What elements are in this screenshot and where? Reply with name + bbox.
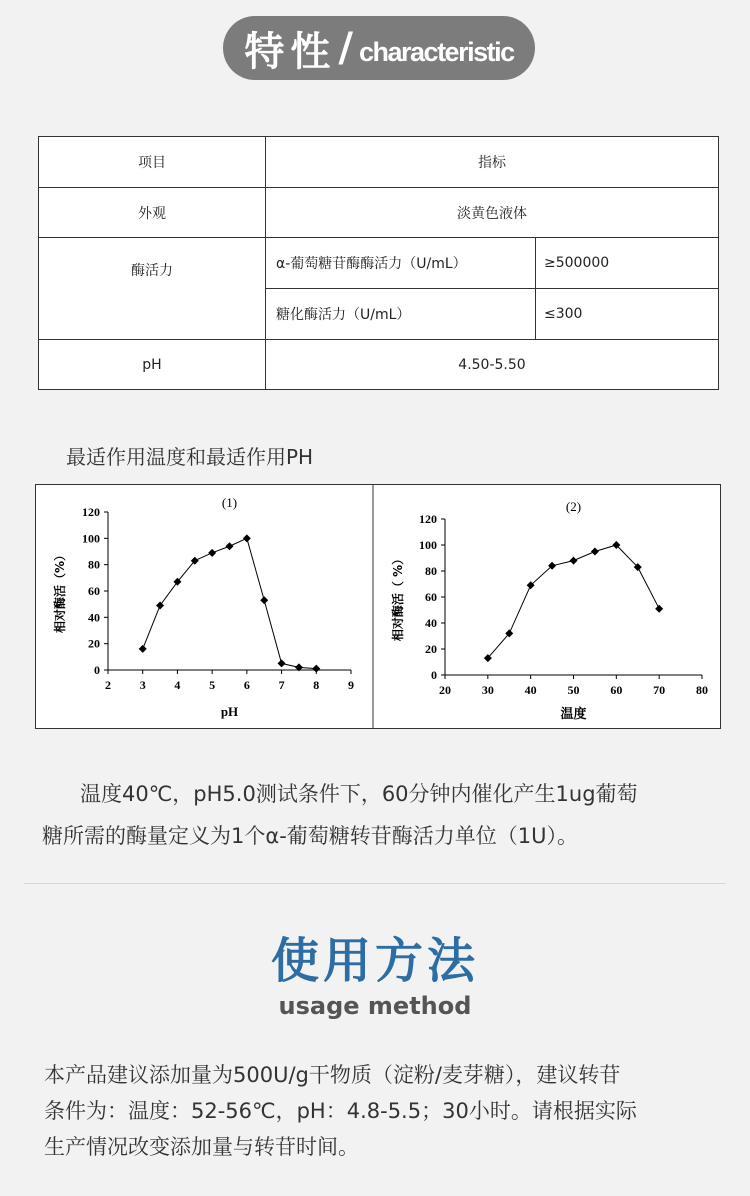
table-row-header xyxy=(39,137,719,188)
chart1-point-0 xyxy=(139,645,147,653)
chart1-point-7 xyxy=(260,596,268,604)
usage-paragraph xyxy=(44,1057,716,1165)
chart2-x-tick-label-6: 80 xyxy=(696,683,708,697)
chart1-x-tick-label-7: 9 xyxy=(348,678,354,692)
usage-line-3: 生产情况改变添加量与转苷时间。 xyxy=(44,1135,359,1159)
chart1-point-4 xyxy=(208,549,216,557)
chart2-point-4 xyxy=(570,557,578,565)
chart2-y-tick-label-4: 80 xyxy=(425,564,437,578)
chart1-point-6 xyxy=(243,534,251,542)
chart2-x-tick-label-4: 60 xyxy=(610,683,623,697)
appearance-label: 外观 xyxy=(39,188,266,238)
chart1-x-tick-label-5: 7 xyxy=(278,678,285,692)
chart2-x-tick-label-3: 50 xyxy=(567,683,580,697)
usage-line-1: 本产品建议添加量为500U/g干物质（淀粉/麦芽糖），建议转苷 xyxy=(44,1063,621,1087)
chart2-x-tick-label-1: 30 xyxy=(481,683,494,697)
definition-paragraph xyxy=(42,773,712,857)
chart2-point-5 xyxy=(591,548,599,556)
table-header-item: 项目 xyxy=(39,137,266,188)
header-title-zh: 特性 xyxy=(244,28,337,75)
chart1-point-1 xyxy=(156,601,164,609)
chart2-panel-label: (2) xyxy=(565,499,582,514)
chart1-y-tick-label-3: 60 xyxy=(88,584,100,598)
ph-value: 4.50-5.50 xyxy=(266,340,719,390)
chart1-x-tick-label-6: 8 xyxy=(313,678,320,692)
usage-title-zh: 使用方法 xyxy=(270,933,479,989)
appearance-value: 淡黄色液体 xyxy=(266,188,719,238)
usage-line-2: 条件为：温度：52-56℃，pH：4.8-5.5；30小时。请根据实际 xyxy=(44,1099,637,1123)
activity2-name: 糖化酶活力（U/mL） xyxy=(266,289,536,340)
chart1-x-axis-label: pH xyxy=(220,704,239,719)
chart2-y-tick-label-3: 60 xyxy=(425,590,437,604)
chart2-x-tick-label-5: 70 xyxy=(653,683,666,697)
characteristic-header-text xyxy=(223,16,535,80)
chart1-x-tick-label-0: 2 xyxy=(105,678,111,692)
chart1-y-tick-label-6: 120 xyxy=(82,505,100,519)
chart1-series-line xyxy=(143,538,317,668)
chart2-y-tick-label-2: 40 xyxy=(425,616,437,630)
activity1-name: α-葡萄糖苷酶酶活力（U/mL） xyxy=(266,238,536,289)
header-slash: / xyxy=(338,25,353,71)
chart1-point-10 xyxy=(312,665,320,673)
optimum-charts-box xyxy=(35,484,721,729)
usage-title-en: usage method xyxy=(278,992,472,1020)
chart2-x-axis-label: 温度 xyxy=(560,706,587,721)
activity-label: 酶活力 xyxy=(39,238,266,340)
chart2-y-tick-label-0: 0 xyxy=(431,668,437,682)
chart1-y-tick-label-4: 80 xyxy=(88,557,100,572)
chart1-y-axis-label: 相对酶活（%） xyxy=(53,548,67,634)
characteristic-header-pill xyxy=(223,16,535,80)
optimum-charts-svg xyxy=(36,485,720,728)
table-row-activity-1 xyxy=(39,238,719,289)
chart1-y-tick-label-0: 0 xyxy=(94,663,100,677)
activity2-value: ≤300 xyxy=(536,289,719,340)
chart2-y-tick-label-6: 120 xyxy=(419,512,437,526)
chart1-x-tick-label-4: 6 xyxy=(243,678,250,692)
definition-line-1: 温度40℃，pH5.0测试条件下，60分钟内催化产生1ug葡萄 xyxy=(80,782,638,806)
spec-table xyxy=(38,136,719,390)
table-header-index: 指标 xyxy=(266,137,719,188)
chart1-y-tick-label-2: 40 xyxy=(88,610,100,625)
activity1-value: ≥500000 xyxy=(536,238,719,289)
chart2-y-tick-label-5: 100 xyxy=(419,538,437,552)
chart1-point-8 xyxy=(278,659,286,667)
ph-label: pH xyxy=(39,340,266,390)
table-row-ph xyxy=(39,340,719,390)
chart2-x-tick-label-0: 20 xyxy=(439,683,451,697)
chart1-point-5 xyxy=(226,542,234,550)
chart1-y-tick-label-1: 20 xyxy=(88,636,100,651)
chart1-x-tick-label-3: 5 xyxy=(209,678,216,692)
definition-line-2: 糖所需的酶量定义为1个α-葡萄糖转苷酶活力单位（1U）。 xyxy=(42,824,579,848)
chart1-y-tick-label-5: 100 xyxy=(82,531,100,546)
table-row-appearance xyxy=(39,188,719,238)
chart1-x-tick-label-2: 4 xyxy=(174,678,181,692)
chart1-x-tick-label-1: 3 xyxy=(139,678,146,692)
section-divider xyxy=(24,883,726,884)
chart2-y-axis-label: 相对酶活（ %） xyxy=(391,552,405,642)
chart2-point-8 xyxy=(655,605,663,613)
chart2-x-tick-label-2: 40 xyxy=(524,683,537,697)
chart1-panel-label: (1) xyxy=(221,495,238,510)
optimum-section-title: 最适作用温度和最适作用PH xyxy=(66,445,314,469)
chart2-y-tick-label-1: 20 xyxy=(425,642,437,656)
header-title-en: characteristic xyxy=(359,36,514,67)
